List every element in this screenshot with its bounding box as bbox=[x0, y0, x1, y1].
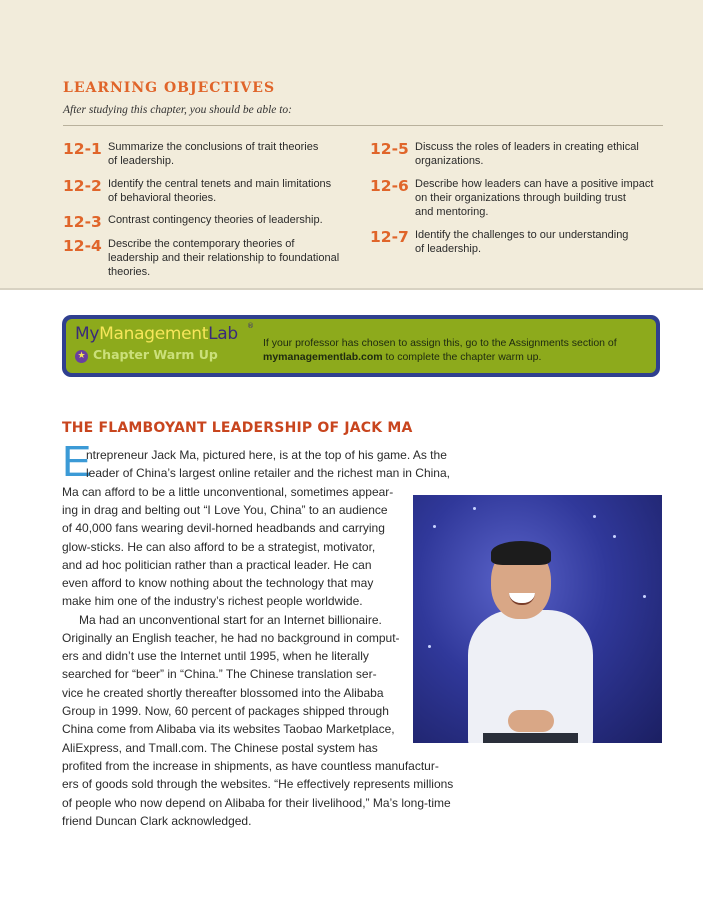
article-line: leader of China’s largest online retailer and the richest man in China, bbox=[86, 466, 450, 480]
article-line: glow-sticks. He can also afford to be a strategist, motivator, bbox=[62, 540, 376, 554]
mymanagementlab-banner bbox=[62, 315, 660, 377]
article-line: Originally an English teacher, he had no background in comput- bbox=[62, 631, 400, 645]
article-line: of people who now depend on Alibaba for their livelihood,” Ma’s long-time bbox=[62, 796, 451, 810]
article-line: China come from Alibaba via its websites Taobao Marketplace, bbox=[62, 722, 395, 736]
article-line: Group in 1999. Now, 60 percent of packages shipped through bbox=[62, 704, 389, 718]
article-line: Ma had an unconventional start for an Internet billionaire. bbox=[79, 613, 382, 627]
objective-line: Summarize the conclusions of trait theories bbox=[108, 141, 319, 153]
learning-objectives-title: LEARNING OBJECTIVES bbox=[63, 80, 276, 96]
objective-line: on their organizations through building trust bbox=[415, 192, 626, 204]
objective-text bbox=[415, 177, 665, 219]
objective-text bbox=[108, 213, 358, 227]
objective-text bbox=[108, 140, 358, 168]
mymanagementlab-link[interactable]: mymanagementlab.com bbox=[263, 351, 383, 363]
logo-management: Management bbox=[99, 324, 209, 344]
objective-number: 12-4 bbox=[63, 237, 102, 255]
objective-line: theories. bbox=[108, 266, 151, 278]
registered-mark: ® bbox=[247, 322, 254, 330]
objective-line: Discuss the roles of leaders in creating ethical bbox=[415, 141, 639, 153]
article-line: vice he created shortly thereafter blossomed into the Alibaba bbox=[62, 686, 384, 700]
stage-light bbox=[613, 535, 616, 538]
article-line: friend Duncan Clark acknowledged. bbox=[62, 814, 252, 828]
objective-line: Identify the challenges to our understanding bbox=[415, 229, 629, 241]
note-line: If your professor has chosen to assign this, go to the Assignments section of bbox=[263, 337, 617, 349]
article-line: ers of goods sold through the websites. “He effectively represents millions bbox=[62, 777, 454, 791]
article-line: AliExpress, and Tmall.com. The Chinese postal system has bbox=[62, 741, 378, 755]
objective-text bbox=[108, 237, 358, 279]
objective-line: Identify the central tenets and main limitations bbox=[108, 178, 332, 190]
objective-number: 12-6 bbox=[370, 177, 409, 195]
objective-line: Contrast contingency theories of leadership. bbox=[108, 214, 323, 226]
hair bbox=[491, 541, 551, 565]
objective-number: 12-2 bbox=[63, 177, 102, 195]
objective-number: 12-5 bbox=[370, 140, 409, 158]
objective-line: Describe how leaders can have a positive impact bbox=[415, 178, 654, 190]
objective-line: Describe the contemporary theories of bbox=[108, 238, 295, 250]
trousers bbox=[483, 733, 578, 743]
note-text: to complete the chapter warm up. bbox=[382, 351, 542, 363]
hands bbox=[508, 710, 554, 732]
chapter-warm-up-link[interactable] bbox=[75, 347, 218, 363]
stage-light bbox=[433, 525, 436, 528]
drop-cap: E bbox=[62, 437, 92, 486]
objective-number: 12-7 bbox=[370, 228, 409, 246]
learning-objectives-subtitle: After studying this chapter, you should be able to: bbox=[63, 104, 293, 116]
article-line: and ad hoc politician rather than a practical leader. He can bbox=[62, 558, 372, 572]
objective-line: of behavioral theories. bbox=[108, 192, 217, 204]
article-line: of 40,000 fans wearing devil-horned headbands and carrying bbox=[62, 521, 385, 535]
objective-text bbox=[415, 228, 665, 256]
article-line: ntrepreneur Jack Ma, pictured here, is at the top of his game. As the bbox=[86, 448, 447, 462]
article-line: ers and didn’t use the Internet until 1995, when he literally bbox=[62, 649, 369, 663]
mymanagementlab-logo bbox=[75, 322, 254, 344]
article-line: ing in drag and belting out “I Love You, China” to an audience bbox=[62, 503, 388, 517]
article-line: make him one of the industry’s richest people worldwide. bbox=[62, 594, 363, 608]
objective-line: leadership and their relationship to foundational bbox=[108, 252, 340, 264]
star-icon: ★ bbox=[75, 350, 88, 363]
article-line: Ma can afford to be a little unconventional, sometimes appear- bbox=[62, 485, 394, 499]
objective-text bbox=[108, 177, 358, 205]
article-line: profited from the increase in shipments, as have countless manufactur- bbox=[62, 759, 439, 773]
logo-lab: Lab bbox=[208, 324, 238, 344]
jack-ma-photo bbox=[413, 495, 662, 743]
stage-light bbox=[593, 515, 596, 518]
article-title: THE FLAMBOYANT LEADERSHIP OF JACK MA bbox=[62, 420, 413, 436]
warm-up-label: Chapter Warm Up bbox=[93, 347, 218, 362]
banner-panel bbox=[66, 319, 656, 373]
objective-number: 12-3 bbox=[63, 213, 102, 231]
logo-my: My bbox=[75, 324, 100, 344]
article-line: even afford to know nothing about the technology that may bbox=[62, 576, 374, 590]
note-line bbox=[263, 350, 643, 364]
article-line: searched for “beer” in “China.” The Chinese translation ser- bbox=[62, 667, 377, 681]
objective-text bbox=[415, 140, 665, 168]
divider bbox=[63, 125, 663, 126]
stage-light bbox=[643, 595, 646, 598]
objective-line: of leadership. bbox=[108, 155, 175, 167]
stage-light bbox=[428, 645, 431, 648]
assignment-note bbox=[263, 336, 643, 364]
stage-light bbox=[473, 507, 476, 510]
objective-line: organizations. bbox=[415, 155, 484, 167]
objective-line: of leadership. bbox=[415, 243, 482, 255]
objective-line: and mentoring. bbox=[415, 206, 489, 218]
objective-number: 12-1 bbox=[63, 140, 102, 158]
